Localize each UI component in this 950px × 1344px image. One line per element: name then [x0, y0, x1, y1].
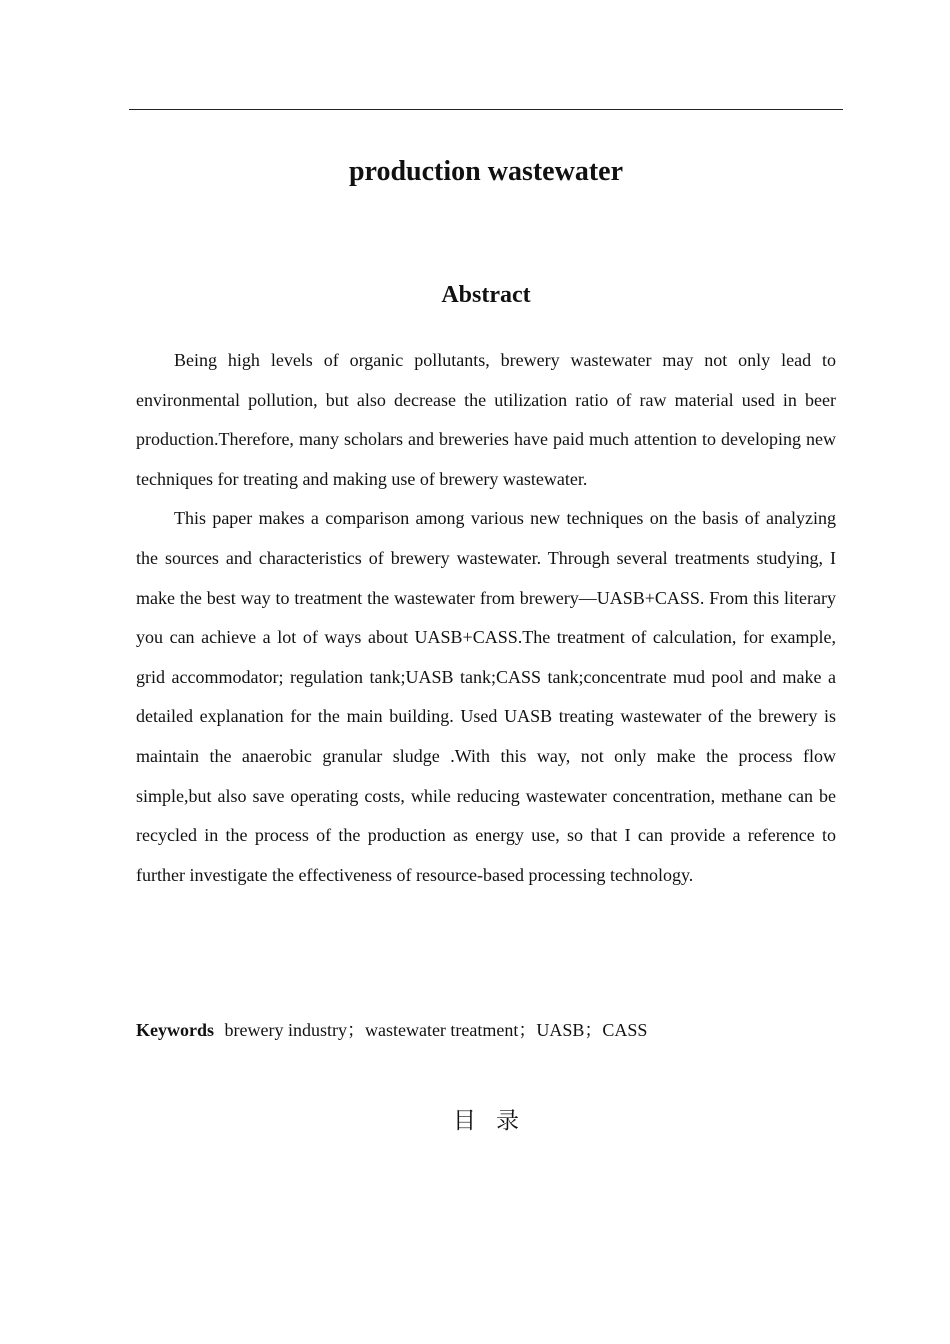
header-rule	[129, 109, 843, 110]
abstract-paragraph: This paper makes a comparison among various new techniques on the basis of analyzing the sources and characteristics of brewery wastewater. Through several treatments studying, I make the best way to treatment the wastewater from brewery—UASB+CASS. From this literary you can achieve a lot of ways about UASB+CASS.The treatment of calculation, for example, grid accommodator; regulation tank;UASB tank;CASS tank;concentrate mud pool and make a detailed explanation for the main building. Used UASB treating wastewater of the brewery is maintain the anaerobic granular sludge .With this way, not only make the process flow simple,but also save operating costs, while reducing wastewater concentration, methane can be recycled in the process of the production as energy use, so that I can provide a reference to further investigate the effectiveness of resource-based processing technology.	[136, 508, 836, 885]
abstract-body	[136, 341, 836, 895]
document-title: production wastewater	[348, 156, 623, 187]
abstract-paragraph: Being high levels of organic pollutants, brewery wastewater may not only lead to environmental pollution, but also decrease the utilization ratio of raw material used in beer production.Therefore, many scholars and breweries have paid much attention to developing new techniques for treating and making use of brewery wastewater.	[136, 350, 836, 489]
keywords-text: brewery industry；wastewater treatment；UASB；CASS	[224, 1020, 648, 1040]
keywords-label: Keywords	[136, 1020, 214, 1040]
toc-heading: 目录	[453, 1108, 539, 1134]
abstract-heading: Abstract	[441, 282, 531, 308]
keywords-line	[136, 1016, 836, 1044]
